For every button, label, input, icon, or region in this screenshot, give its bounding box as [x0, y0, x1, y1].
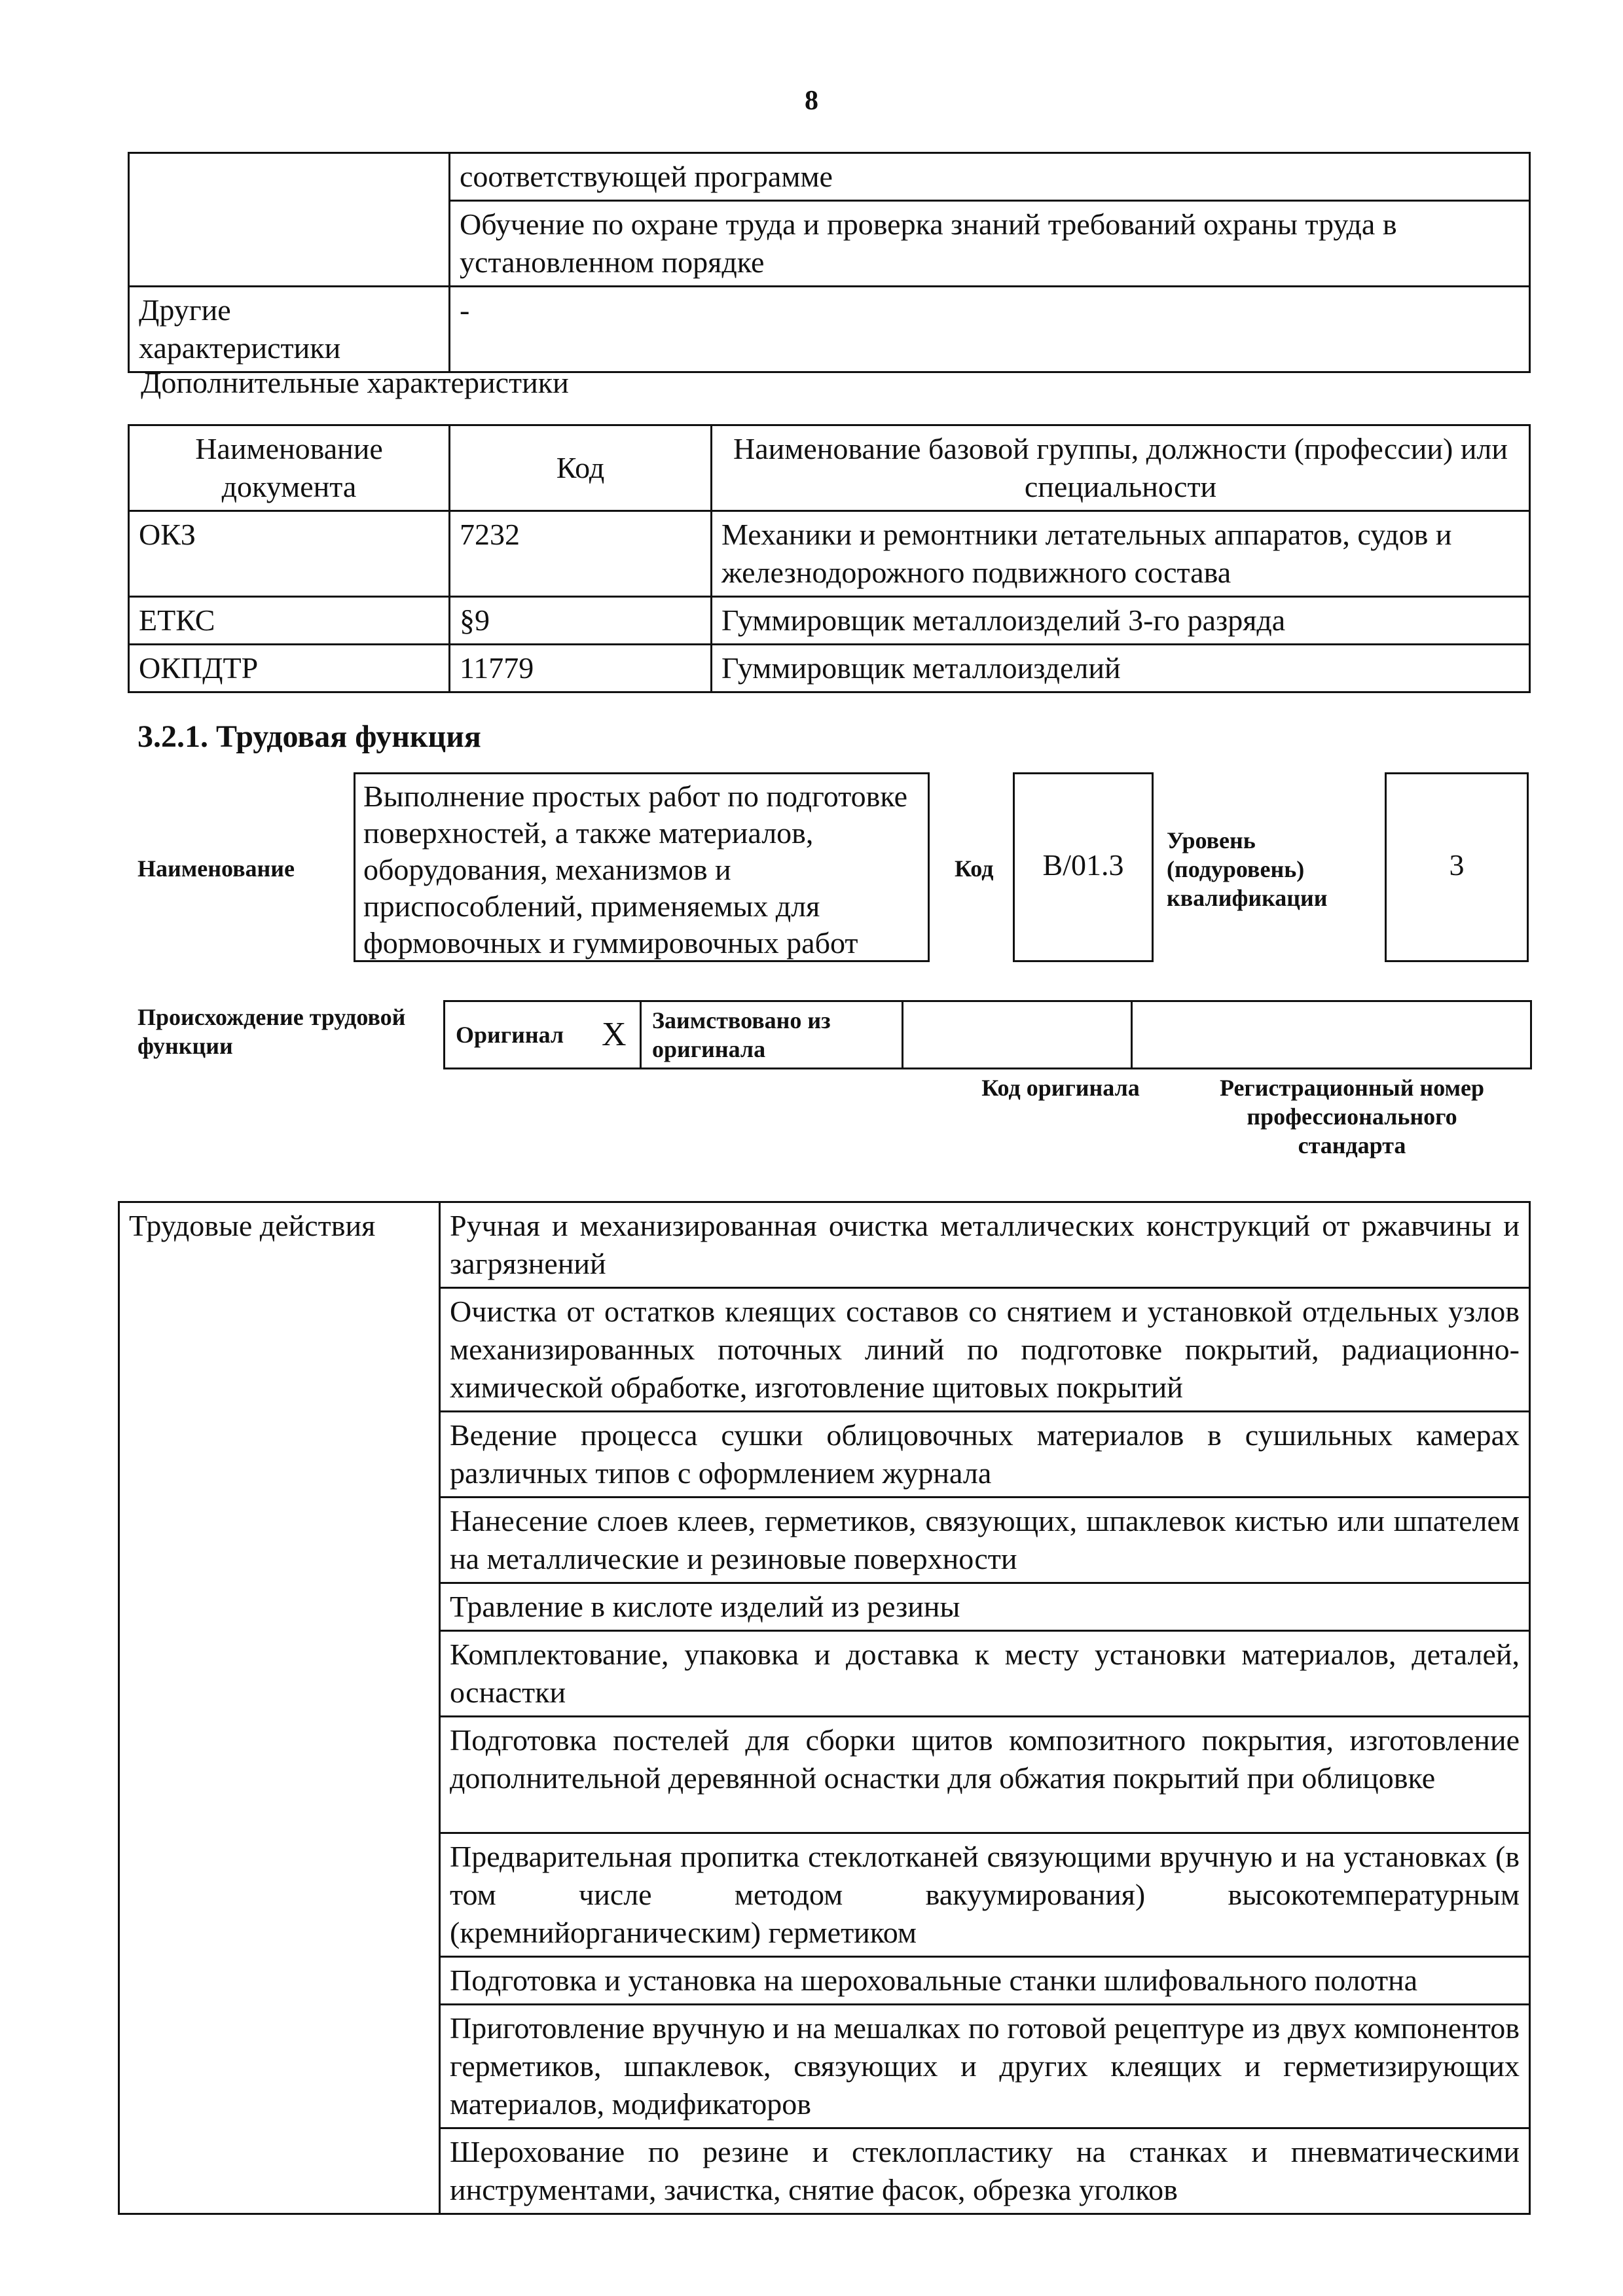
page-number: 8 — [805, 86, 818, 116]
reg-number-caption: Регистрационный номер профессионального стандарта — [1219, 1075, 1485, 1158]
additional-row-doc: ОКЗ — [129, 511, 450, 597]
origin-code-cell — [903, 1001, 1132, 1069]
labor-action-item: Приготовление вручную и на мешалках по готовой рецептуре из двух компонентов герметиков, шпаклевок, связующих и других клеящих и герметизирующих материалов, модификаторов — [440, 2005, 1530, 2128]
additional-header-doc: Наименование документа — [129, 425, 450, 511]
other-characteristics-value: - — [450, 287, 1530, 372]
labor-action-item: Подготовка и установка на шероховальные станки шлифовального полотна — [440, 1957, 1530, 2005]
function-name-label: Наименование — [137, 855, 295, 882]
additional-row-doc: ОКПДТР — [129, 645, 450, 692]
additional-row-code: 7232 — [450, 511, 712, 597]
function-heading: 3.2.1. Трудовая функция — [137, 719, 481, 754]
additional-header-code: Код — [450, 425, 712, 511]
labor-actions-table — [118, 1201, 1531, 2215]
origin-original-mark: X — [589, 1001, 641, 1069]
labor-action-item: Нанесение слоев клеев, герметиков, связующих, шпаклевок кистью или шпателем на металлические и резиновые поверхности — [440, 1498, 1530, 1583]
top-table-row: соответствующей программе — [450, 153, 1530, 201]
labor-action-item: Шерохование по резине и стеклопластику на станках и пневматическими инструментами, зачистка, снятие фасок, обрезка уголков — [440, 2128, 1530, 2214]
labor-action-item: Очистка от остатков клеящих составов со снятием и установкой отдельных узлов механизированных поточных линий по подготовке покрытий, радиационно-химической обработке, изготовление щитовых покрытий — [440, 1288, 1530, 1412]
labor-action-item: Комплектование, упаковка и доставка к месту установки материалов, деталей, оснастки — [440, 1631, 1530, 1717]
origin-table — [443, 1000, 1532, 1069]
top-table — [128, 152, 1531, 373]
additional-row-name: Гуммировщик металлоизделий — [712, 645, 1530, 692]
top-table-empty-cell — [129, 153, 450, 287]
additional-title: Дополнительные характеристики — [141, 366, 569, 399]
additional-row-code: 11779 — [450, 645, 712, 692]
code-original-caption: Код оригинала — [981, 1075, 1140, 1101]
labor-actions-label: Трудовые действия — [119, 1202, 440, 2214]
origin-label: Происхождение трудовой функции — [137, 1004, 406, 1059]
additional-row-name: Гуммировщик металлоизделий 3-го разряда — [712, 597, 1530, 645]
function-code-label: Код — [955, 855, 994, 882]
top-table-row: Обучение по охране труда и проверка знаний требований охраны труда в установленном порядке — [450, 201, 1530, 287]
function-name-box — [354, 772, 930, 962]
additional-row-doc: ЕТКС — [129, 597, 450, 645]
labor-action-item: Подготовка постелей для сборки щитов композитного покрытия, изготовление дополнительной деревянной оснастки для обжатия покрытий при облицовке — [440, 1717, 1530, 1833]
labor-action-item: Предварительная пропитка стеклотканей связующими вручную и на установках (в том числе методом вакуумирования) высокотемпературным (кремнийорганическим) герметиком — [440, 1833, 1530, 1957]
origin-borrowed-label: Заимствовано из оригинала — [641, 1001, 903, 1069]
function-code-box — [1013, 772, 1154, 962]
additional-header-group: Наименование базовой группы, должности (профессии) или специальности — [712, 425, 1530, 511]
additional-row-name: Механики и ремонтники летательных аппаратов, судов и железнодорожного подвижного состава — [712, 511, 1530, 597]
additional-table — [128, 424, 1531, 693]
labor-action-item: Ведение процесса сушки облицовочных материалов в сушильных камерах различных типов с оформлением журнала — [440, 1412, 1530, 1498]
function-name-value: Выполнение простых работ по подготовке поверхностей, а также материалов, оборудования, механизмов и приспособлений, применяемых для формовочных и гуммировочных работ — [363, 780, 908, 960]
other-characteristics-label: Другие характеристики — [129, 287, 450, 372]
function-level-box — [1385, 772, 1529, 962]
function-level-value: 3 — [1449, 848, 1465, 882]
labor-action-item: Ручная и механизированная очистка металлических конструкций от ржавчины и загрязнений — [440, 1202, 1530, 1288]
function-level-label: Уровень (подуровень) квалификации — [1167, 827, 1328, 911]
labor-action-item: Травление в кислоте изделий из резины — [440, 1583, 1530, 1631]
additional-row-code: §9 — [450, 597, 712, 645]
function-code-value: B/01.3 — [1042, 848, 1124, 882]
origin-original-label: Оригинал — [445, 1001, 589, 1069]
origin-reg-number-cell — [1132, 1001, 1531, 1069]
